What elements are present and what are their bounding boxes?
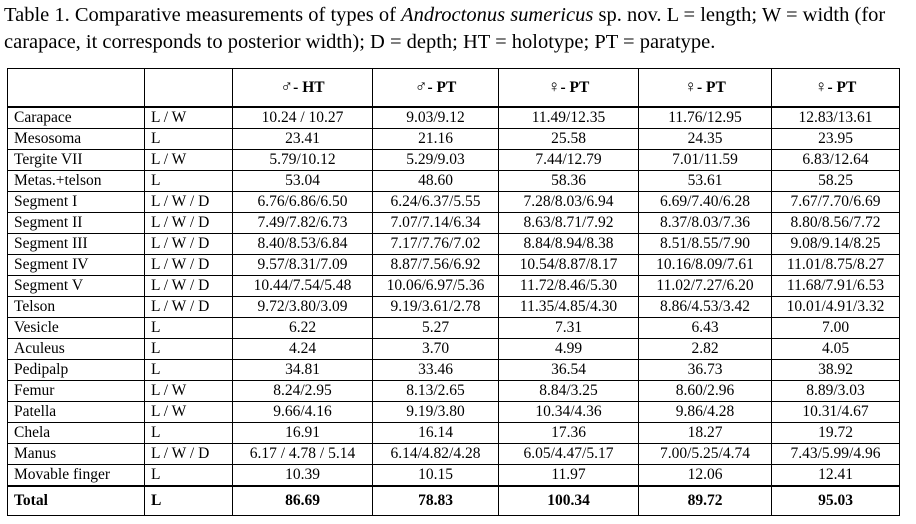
measurement-value: 7.49/7.82/6.73 [233, 213, 373, 234]
measurement-value: 8.80/8.56/7.72 [772, 213, 900, 234]
measurement-value: 8.40/8.53/6.84 [233, 234, 373, 255]
measurement-value: 10.01/4.91/3.32 [772, 297, 900, 318]
character-name: Metas.+telson [8, 171, 145, 192]
table-row [8, 339, 900, 360]
measurement-unit: L [145, 423, 233, 444]
measurement-value: 12.06 [639, 465, 772, 487]
measurement-value: 11.97 [499, 465, 639, 487]
measurement-value: 7.00/5.25/4.74 [639, 444, 772, 465]
table-caption [4, 2, 909, 56]
measurement-value: 6.69/7.40/6.28 [639, 192, 772, 213]
character-name: Femur [8, 381, 145, 402]
header-specimen-1 [233, 69, 373, 108]
measurement-value: 8.51/8.55/7.90 [639, 234, 772, 255]
character-name: Movable finger [8, 465, 145, 487]
measurement-unit: L / W [145, 402, 233, 423]
measurement-value: 8.60/2.96 [639, 381, 772, 402]
measurement-value: 95.03 [772, 486, 900, 516]
character-name: Pedipalp [8, 360, 145, 381]
measurement-value: 10.54/8.87/8.17 [499, 255, 639, 276]
measurement-value: 11.49/12.35 [499, 107, 639, 129]
header-specimen-3 [499, 69, 639, 108]
measurement-value: 18.27 [639, 423, 772, 444]
measurement-value: 2.82 [639, 339, 772, 360]
character-name: Manus [8, 444, 145, 465]
measurement-value: 8.84/8.94/8.38 [499, 234, 639, 255]
measurement-value: 5.79/10.12 [233, 150, 373, 171]
header-specimen-2 [373, 69, 499, 108]
measurement-unit: L / W [145, 150, 233, 171]
male-symbol: ♂ [280, 77, 294, 96]
measurement-value: 58.36 [499, 171, 639, 192]
measurement-value: 10.16/8.09/7.61 [639, 255, 772, 276]
character-name: Tergite VII [8, 150, 145, 171]
measurement-value: 6.76/6.86/6.50 [233, 192, 373, 213]
measurements-table [7, 68, 900, 516]
caption-suffix: sp. nov. L = length; W = width (for carapace, it corresponds to posterior width); D = depth; HT = holotype; PT = paratype. [4, 4, 886, 53]
character-name: Aculeus [8, 339, 145, 360]
measurement-value: 10.06/6.97/5.36 [373, 276, 499, 297]
measurement-value: 21.16 [373, 129, 499, 150]
measurement-value: 9.03/9.12 [373, 107, 499, 129]
character-name: Vesicle [8, 318, 145, 339]
measurement-value: 10.24 / 10.27 [233, 107, 373, 129]
measurement-value: 7.44/12.79 [499, 150, 639, 171]
measurement-unit: L / W / D [145, 255, 233, 276]
character-name: Patella [8, 402, 145, 423]
measurement-value: 7.28/8.03/6.94 [499, 192, 639, 213]
measurement-unit: L / W / D [145, 444, 233, 465]
female-symbol: ♀ [814, 77, 828, 96]
measurement-value: 4.99 [499, 339, 639, 360]
character-name: Carapace [8, 107, 145, 129]
table-row [8, 171, 900, 192]
header-type-label: - PT [827, 79, 857, 96]
measurement-value: 9.19/3.61/2.78 [373, 297, 499, 318]
measurement-value: 9.08/9.14/8.25 [772, 234, 900, 255]
measurement-unit: L / W / D [145, 192, 233, 213]
male-symbol: ♂ [414, 77, 428, 96]
measurement-value: 9.66/4.16 [233, 402, 373, 423]
measurement-value: 25.58 [499, 129, 639, 150]
measurement-value: 10.44/7.54/5.48 [233, 276, 373, 297]
measurement-value: 19.72 [772, 423, 900, 444]
character-name: Mesosoma [8, 129, 145, 150]
measurement-value: 8.86/4.53/3.42 [639, 297, 772, 318]
table-row [8, 381, 900, 402]
table-row [8, 276, 900, 297]
measurement-value: 11.35/4.85/4.30 [499, 297, 639, 318]
measurement-value: 7.43/5.99/4.96 [772, 444, 900, 465]
measurement-value: 7.01/11.59 [639, 150, 772, 171]
measurement-unit: L / W / D [145, 234, 233, 255]
table-row [8, 150, 900, 171]
measurement-value: 8.89/3.03 [772, 381, 900, 402]
measurement-unit: L / W / D [145, 276, 233, 297]
table-row [8, 402, 900, 423]
measurement-value: 36.73 [639, 360, 772, 381]
female-symbol: ♀ [547, 77, 561, 96]
header-character [8, 69, 145, 108]
measurement-value: 12.41 [772, 465, 900, 487]
measurement-value: 9.86/4.28 [639, 402, 772, 423]
measurement-value: 7.67/7.70/6.69 [772, 192, 900, 213]
measurement-value: 9.19/3.80 [373, 402, 499, 423]
table-row [8, 213, 900, 234]
measurement-value: 5.29/9.03 [373, 150, 499, 171]
measurement-value: 34.81 [233, 360, 373, 381]
measurement-value: 9.57/8.31/7.09 [233, 255, 373, 276]
measurement-value: 3.70 [373, 339, 499, 360]
measurement-value: 4.05 [772, 339, 900, 360]
measurement-value: 23.95 [772, 129, 900, 150]
character-name: Segment IV [8, 255, 145, 276]
measurement-value: 33.46 [373, 360, 499, 381]
measurement-unit: L / W [145, 381, 233, 402]
header-type-label: - HT [293, 79, 325, 96]
measurement-unit: L [145, 465, 233, 487]
measurement-value: 53.61 [639, 171, 772, 192]
character-name: Segment I [8, 192, 145, 213]
table-row [8, 297, 900, 318]
table-row [8, 255, 900, 276]
measurement-value: 16.14 [373, 423, 499, 444]
measurement-value: 5.27 [373, 318, 499, 339]
measurement-value: 10.39 [233, 465, 373, 487]
measurement-value: 8.84/3.25 [499, 381, 639, 402]
female-symbol: ♀ [684, 77, 697, 96]
measurement-value: 8.13/2.65 [373, 381, 499, 402]
measurement-value: 7.00 [772, 318, 900, 339]
measurement-value: 6.05/4.47/5.17 [499, 444, 639, 465]
measurement-value: 6.22 [233, 318, 373, 339]
measurement-value: 8.37/8.03/7.36 [639, 213, 772, 234]
measurement-unit: L [145, 129, 233, 150]
measurement-value: 16.91 [233, 423, 373, 444]
character-name: Total [8, 486, 145, 516]
table-row [8, 107, 900, 129]
table-row [8, 192, 900, 213]
table-row [8, 318, 900, 339]
measurement-value: 7.07/7.14/6.34 [373, 213, 499, 234]
measurement-value: 11.76/12.95 [639, 107, 772, 129]
measurement-value: 6.17 / 4.78 / 5.14 [233, 444, 373, 465]
measurement-unit: L [145, 360, 233, 381]
measurement-unit: L / W / D [145, 213, 233, 234]
header-specimen-5 [772, 69, 900, 108]
measurement-value: 12.83/13.61 [772, 107, 900, 129]
measurement-value: 11.01/8.75/8.27 [772, 255, 900, 276]
measurement-value: 4.24 [233, 339, 373, 360]
measurement-value: 89.72 [639, 486, 772, 516]
measurement-value: 9.72/3.80/3.09 [233, 297, 373, 318]
character-name: Chela [8, 423, 145, 444]
measurement-unit: L / W [145, 107, 233, 129]
measurement-value: 24.35 [639, 129, 772, 150]
measurement-value: 10.31/4.67 [772, 402, 900, 423]
measurement-unit: L [145, 318, 233, 339]
measurement-value: 100.34 [499, 486, 639, 516]
measurement-value: 48.60 [373, 171, 499, 192]
measurement-value: 58.25 [772, 171, 900, 192]
measurement-value: 38.92 [772, 360, 900, 381]
caption-prefix: Table 1. Comparative measurements of types of [4, 4, 402, 26]
total-row [8, 486, 900, 516]
measurement-value: 7.17/7.76/7.02 [373, 234, 499, 255]
measurement-value: 11.02/7.27/6.20 [639, 276, 772, 297]
measurement-value: 8.87/7.56/6.92 [373, 255, 499, 276]
character-name: Segment V [8, 276, 145, 297]
measurement-value: 7.31 [499, 318, 639, 339]
table-row [8, 234, 900, 255]
measurement-value: 8.63/8.71/7.92 [499, 213, 639, 234]
table-row [8, 444, 900, 465]
table-row [8, 423, 900, 444]
measurement-unit: L / W / D [145, 297, 233, 318]
measurement-value: 17.36 [499, 423, 639, 444]
character-name: Telson [8, 297, 145, 318]
table-header-row [8, 69, 900, 108]
measurement-value: 6.43 [639, 318, 772, 339]
measurement-value: 6.14/4.82/4.28 [373, 444, 499, 465]
measurement-value: 6.83/12.64 [772, 150, 900, 171]
caption-species: Androctonus sumericus [401, 4, 594, 26]
character-name: Segment II [8, 213, 145, 234]
table-row [8, 360, 900, 381]
header-type-label: - PT [696, 79, 726, 96]
measurement-value: 10.15 [373, 465, 499, 487]
measurement-value: 11.68/7.91/6.53 [772, 276, 900, 297]
character-name: Segment III [8, 234, 145, 255]
measurement-value: 78.83 [373, 486, 499, 516]
header-unit [145, 69, 233, 108]
measurement-value: 36.54 [499, 360, 639, 381]
measurement-unit: L [145, 339, 233, 360]
measurement-value: 6.24/6.37/5.55 [373, 192, 499, 213]
measurement-value: 86.69 [233, 486, 373, 516]
header-type-label: - PT [427, 79, 457, 96]
table-row [8, 129, 900, 150]
measurement-value: 11.72/8.46/5.30 [499, 276, 639, 297]
measurement-value: 8.24/2.95 [233, 381, 373, 402]
measurement-unit: L [145, 171, 233, 192]
header-type-label: - PT [560, 79, 590, 96]
measurement-value: 23.41 [233, 129, 373, 150]
header-specimen-4 [639, 69, 772, 108]
measurement-value: 10.34/4.36 [499, 402, 639, 423]
measurement-value: 53.04 [233, 171, 373, 192]
measurement-unit: L [145, 486, 233, 516]
table-row [8, 465, 900, 487]
